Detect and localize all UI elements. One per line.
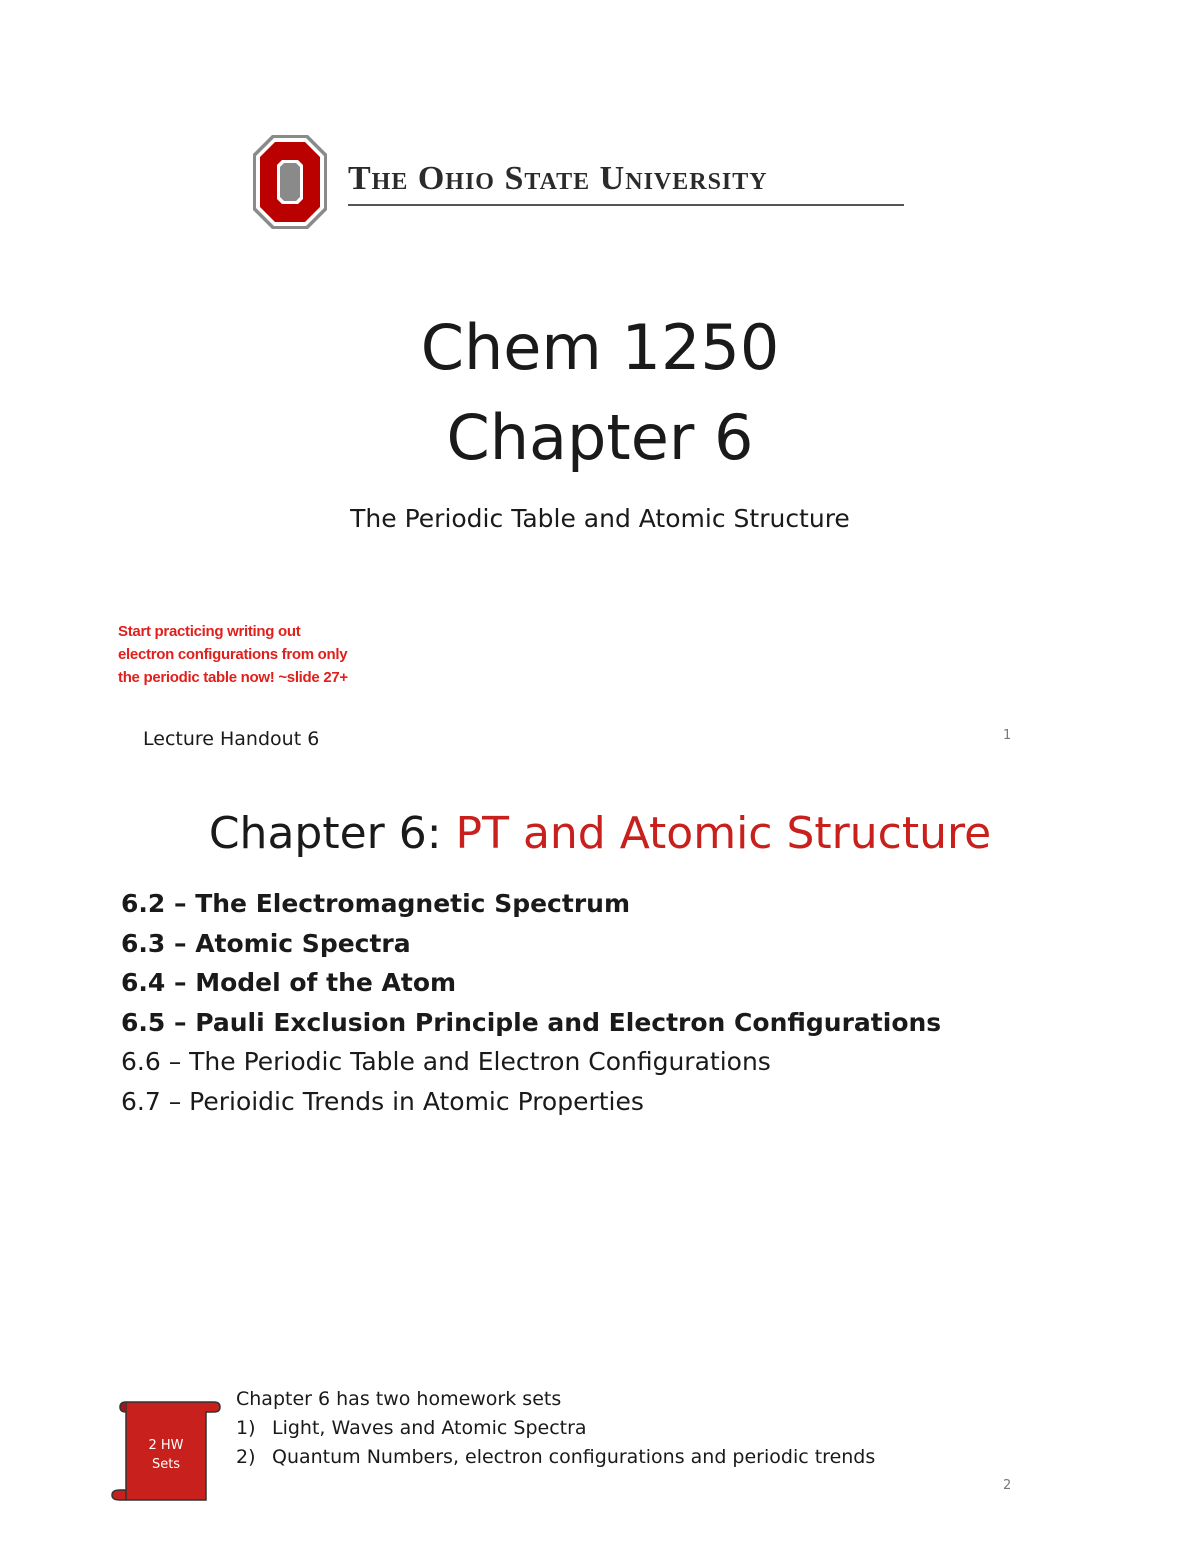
slide-title [0, 808, 1200, 859]
homework-item-number: 2) [236, 1446, 256, 1468]
scroll-label-line: Sets [151, 1457, 181, 1472]
section-item: 6.5 – Pauli Exclusion Principle and Electron Configurations [121, 1007, 942, 1037]
slide-title-highlight: PT and Atomic Structure [455, 808, 992, 859]
section-item: 6.6 – The Periodic Table and Electron Configurations [121, 1047, 771, 1076]
section-item: 6.2 – The Electromagnetic Spectrum [121, 889, 630, 918]
homework-item [236, 1443, 875, 1472]
homework-item-text: Quantum Numbers, electron configurations and periodic trends [272, 1446, 876, 1468]
handout-label: Lecture Handout 6 [143, 728, 320, 750]
practice-note: Start practicing writing out electron configurations from only the periodic table now! ~slide 27+ [118, 623, 348, 686]
university-name: The Ohio State University [348, 160, 768, 197]
section-list [121, 884, 941, 1121]
chapter-title: Chapter 6 [446, 401, 754, 474]
course-title: Chem 1250 [420, 311, 780, 384]
slide-title-prefix: Chapter 6: [208, 808, 456, 859]
page-number: 1 [1003, 728, 1012, 743]
homework-info [236, 1385, 875, 1472]
page-number: 2 [1003, 1478, 1012, 1493]
scroll-label [128, 1436, 204, 1474]
chapter-subtitle: The Periodic Table and Atomic Structure [350, 504, 850, 533]
homework-item-text: Light, Waves and Atomic Spectra [272, 1417, 587, 1439]
homework-item-number: 1) [236, 1417, 256, 1439]
section-item: 6.4 – Model of the Atom [121, 968, 457, 997]
section-item: 6.7 – Perioidic Trends in Atomic Properties [121, 1086, 644, 1116]
homework-intro: Chapter 6 has two homework sets [236, 1388, 562, 1410]
divider [348, 204, 904, 206]
section-item: 6.3 – Atomic Spectra [121, 928, 411, 958]
block-o-logo-icon [252, 134, 328, 230]
homework-item [236, 1414, 875, 1443]
scroll-label-line: 2 HW [148, 1438, 184, 1453]
